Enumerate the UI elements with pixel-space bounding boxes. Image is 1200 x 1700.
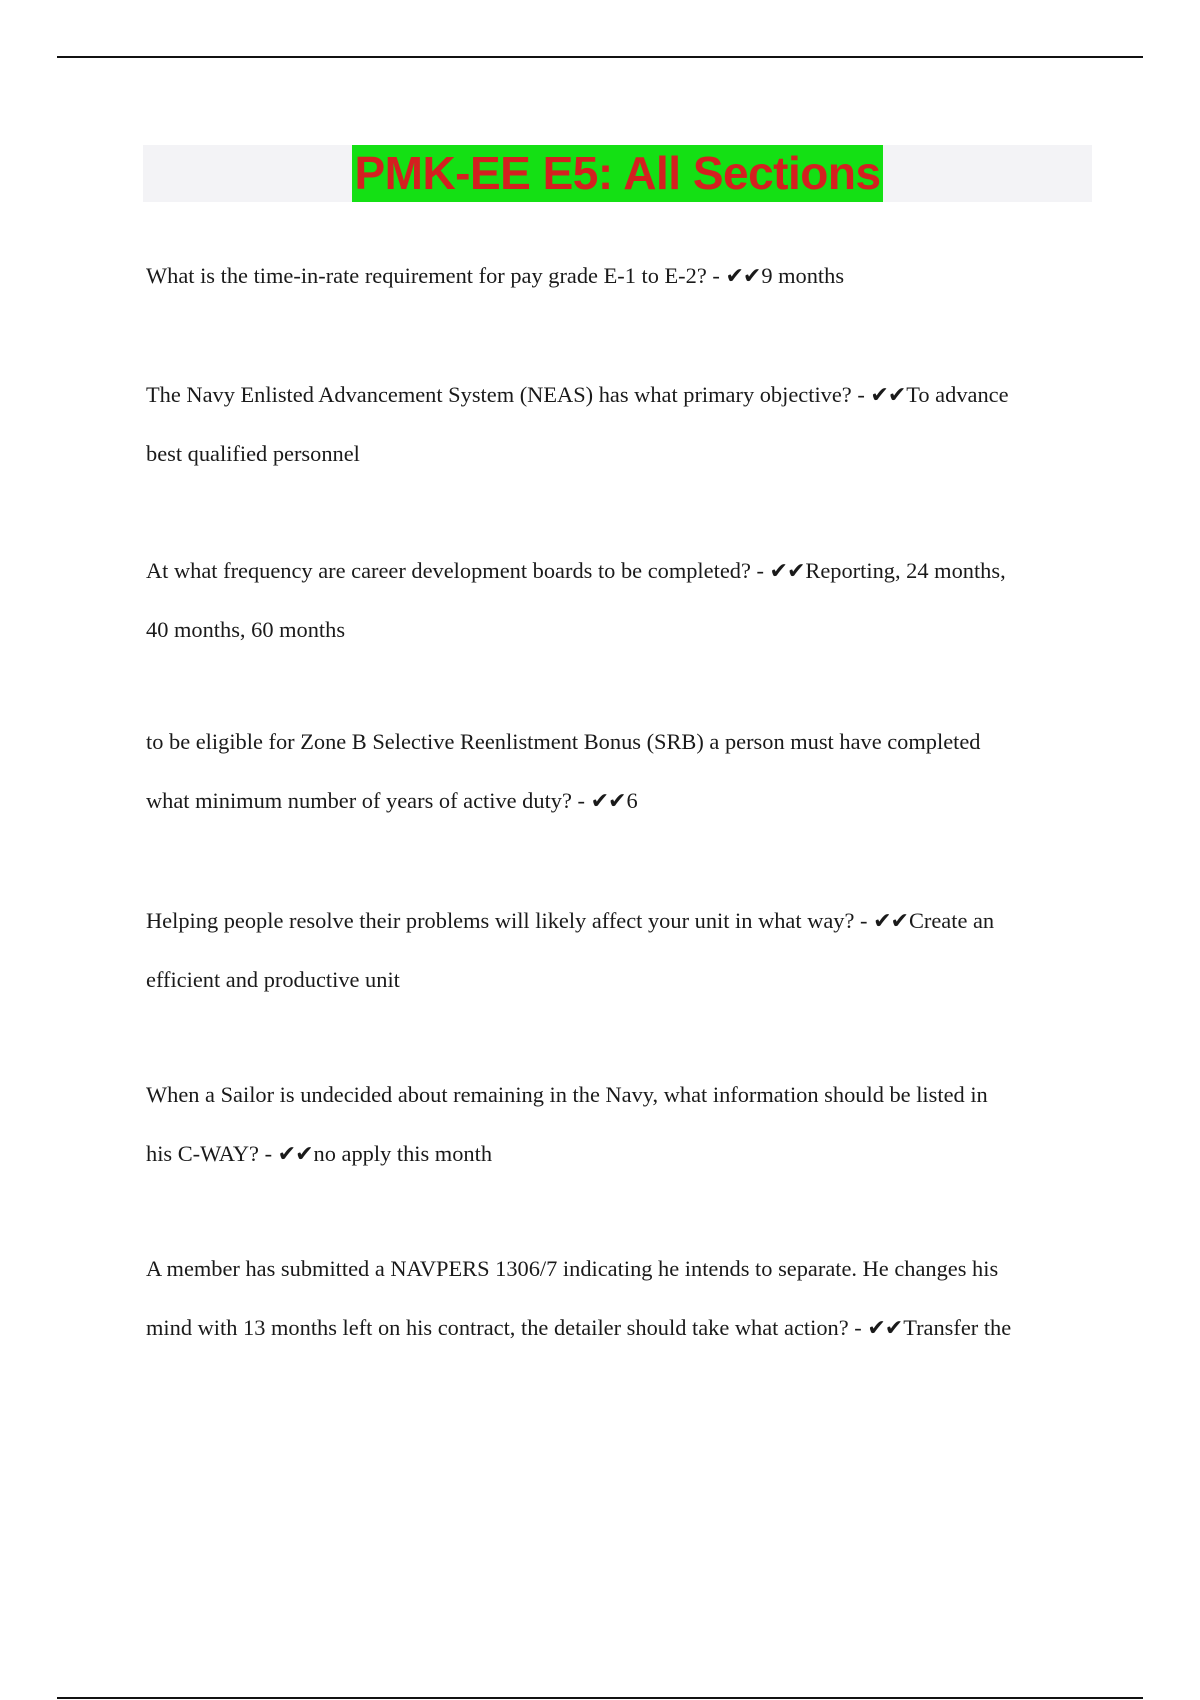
qa-line: 40 months, 60 months <box>146 617 346 642</box>
question-text: what minimum number of years of active duty? - <box>146 788 591 813</box>
double-check-icon: ✔✔ <box>590 789 626 814</box>
question-text: At what frequency are career development boards to be completed? - <box>146 558 770 583</box>
qa-line <box>146 771 1090 830</box>
question-text: his C-WAY? - <box>146 1141 278 1166</box>
double-check-icon: ✔✔ <box>769 559 805 584</box>
qa-line: to be eligible for Zone B Selective Reenlistment Bonus (SRB) a person must have completed <box>146 729 981 754</box>
qa-line <box>146 1124 1090 1183</box>
qa-item <box>146 1065 1090 1183</box>
title-band <box>143 145 1092 202</box>
qa-item <box>146 246 1090 305</box>
qa-line <box>146 541 1090 600</box>
qa-item <box>146 1239 1090 1357</box>
qa-item <box>146 891 1090 1009</box>
answer-text: Reporting, 24 months, <box>805 558 1006 583</box>
answer-text: 9 months <box>761 263 845 288</box>
answer-text: Create an <box>908 908 995 933</box>
qa-item <box>146 365 1090 483</box>
qa-line <box>146 891 1090 950</box>
qa-line: efficient and productive unit <box>146 967 400 992</box>
double-check-icon: ✔✔ <box>725 264 761 289</box>
question-text: The Navy Enlisted Advancement System (NEAS) has what primary objective? - <box>146 382 871 407</box>
answer-text: 6 <box>626 788 638 813</box>
question-text: mind with 13 months left on his contract, the detailer should take what action? - <box>146 1315 868 1340</box>
qa-line: A member has submitted a NAVPERS 1306/7 indicating he intends to separate. He changes his <box>146 1256 999 1281</box>
answer-text: Transfer the <box>903 1315 1012 1340</box>
page-title: PMK-EE E5: All Sections <box>352 145 882 202</box>
qa-item <box>146 541 1090 659</box>
qa-line <box>146 365 1090 424</box>
bottom-rule <box>57 1697 1143 1699</box>
qa-item <box>146 712 1090 830</box>
question-text: What is the time-in-rate requirement for pay grade E-1 to E-2? - <box>146 263 726 288</box>
qa-line <box>146 1298 1090 1357</box>
double-check-icon: ✔✔ <box>867 1316 903 1341</box>
answer-text: To advance <box>906 382 1009 407</box>
qa-line: best qualified personnel <box>146 441 360 466</box>
answer-text: no apply this month <box>313 1141 493 1166</box>
top-rule <box>57 56 1143 58</box>
double-check-icon: ✔✔ <box>870 383 906 408</box>
double-check-icon: ✔✔ <box>277 1142 313 1167</box>
qa-line <box>146 246 1090 305</box>
qa-line: When a Sailor is undecided about remaining in the Navy, what information should be listed in <box>146 1082 988 1107</box>
question-text: Helping people resolve their problems will likely affect your unit in what way? - <box>146 908 874 933</box>
double-check-icon: ✔✔ <box>873 909 908 934</box>
